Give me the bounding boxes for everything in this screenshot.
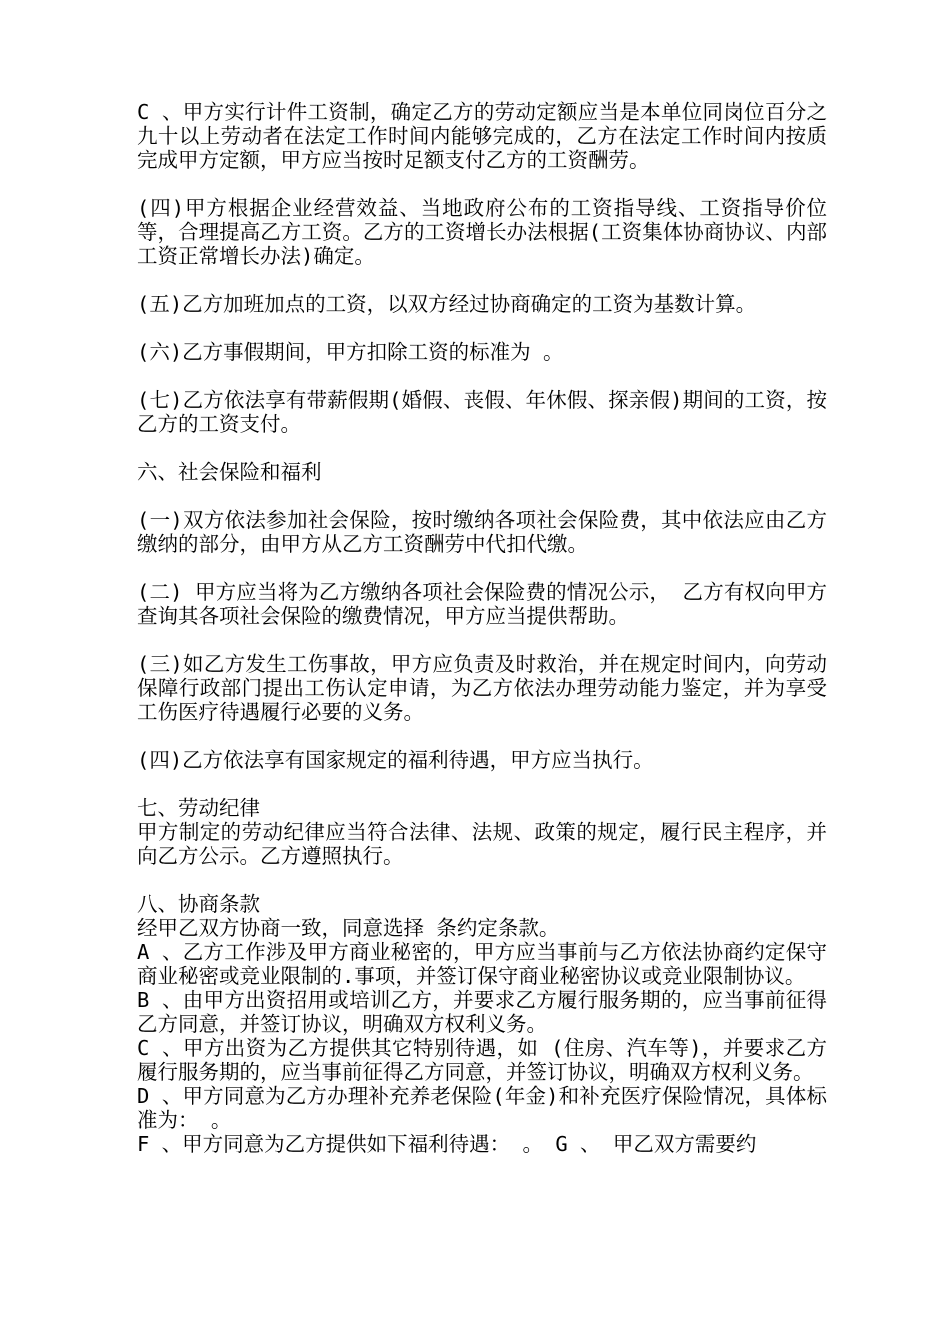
- paragraph: (六)乙方事假期间，甲方扣除工资的标准为 。: [137, 340, 564, 364]
- paragraph: 八、协商条款: [137, 892, 260, 916]
- paragraph: D 、甲方同意为乙方办理补充养老保险(年金)和补充医疗保险情况，具体标准为： 。: [137, 1084, 827, 1132]
- paragraph: 甲方制定的劳动纪律应当符合法律、法规、政策的规定，履行民主程序，并向乙方公示。乙方遵照执行。: [137, 820, 827, 868]
- paragraph: (七)乙方依法享有带薪假期(婚假、丧假、年休假、探亲假)期间的工资，按乙方的工资支付。: [137, 388, 827, 436]
- paragraph: (四)乙方依法享有国家规定的福利待遇，甲方应当执行。: [137, 748, 654, 772]
- paragraph: 七、劳动纪律: [137, 796, 260, 820]
- paragraph: (二) 甲方应当将为乙方缴纳各项社会保险费的情况公示， 乙方有权向甲方查询其各项社会保险的缴费情况，甲方应当提供帮助。: [137, 580, 827, 628]
- paragraph: 经甲乙双方协商一致，同意选择 条约定条款。: [137, 916, 560, 940]
- paragraph: (四)甲方根据企业经营效益、当地政府公布的工资指导线、工资指导价位等，合理提高乙方工资。乙方的工资增长办法根据(工资集体协商协议、内部工资正常增长办法)确定。: [137, 196, 827, 268]
- paragraph: C 、甲方实行计件工资制，确定乙方的劳动定额应当是本单位同岗位百分之九十以上劳动者在法定工作时间内能够完成的，乙方在法定工作时间内按质完成甲方定额，甲方应当按时足额支付乙方的工资酬劳。: [137, 100, 827, 172]
- paragraph: A 、乙方工作涉及甲方商业秘密的，甲方应当事前与乙方依法协商约定保守商业秘密或竞业限制的.事项，并签订保守商业秘密协议或竞业限制协议。: [137, 940, 827, 988]
- paragraph: B 、由甲方出资招用或培训乙方，并要求乙方履行服务期的，应当事前征得乙方同意，并签订协议，明确双方权利义务。: [137, 988, 827, 1036]
- paragraph: (三)如乙方发生工伤事故，甲方应负责及时救治，并在规定时间内，向劳动保障行政部门提出工伤认定申请，为乙方依法办理劳动能力鉴定，并为享受工伤医疗待遇履行必要的义务。: [137, 652, 827, 724]
- paragraph: (一)双方依法参加社会保险，按时缴纳各项社会保险费，其中依法应由乙方缴纳的部分，由甲方从乙方工资酬劳中代扣代缴。: [137, 508, 827, 556]
- paragraph: F 、甲方同意为乙方提供如下福利待遇： 。 G 、 甲乙双方需要约: [137, 1132, 757, 1156]
- paragraph: (五)乙方加班加点的工资，以双方经过协商确定的工资为基数计算。: [137, 292, 757, 316]
- paragraph: 六、社会保险和福利: [137, 460, 322, 484]
- paragraph: C 、甲方出资为乙方提供其它特别待遇，如 (住房、汽车等)，并要求乙方履行服务期的，应当事前征得乙方同意，并签订协议，明确双方权利义务。: [137, 1036, 827, 1084]
- document-page: [137, 100, 827, 1156]
